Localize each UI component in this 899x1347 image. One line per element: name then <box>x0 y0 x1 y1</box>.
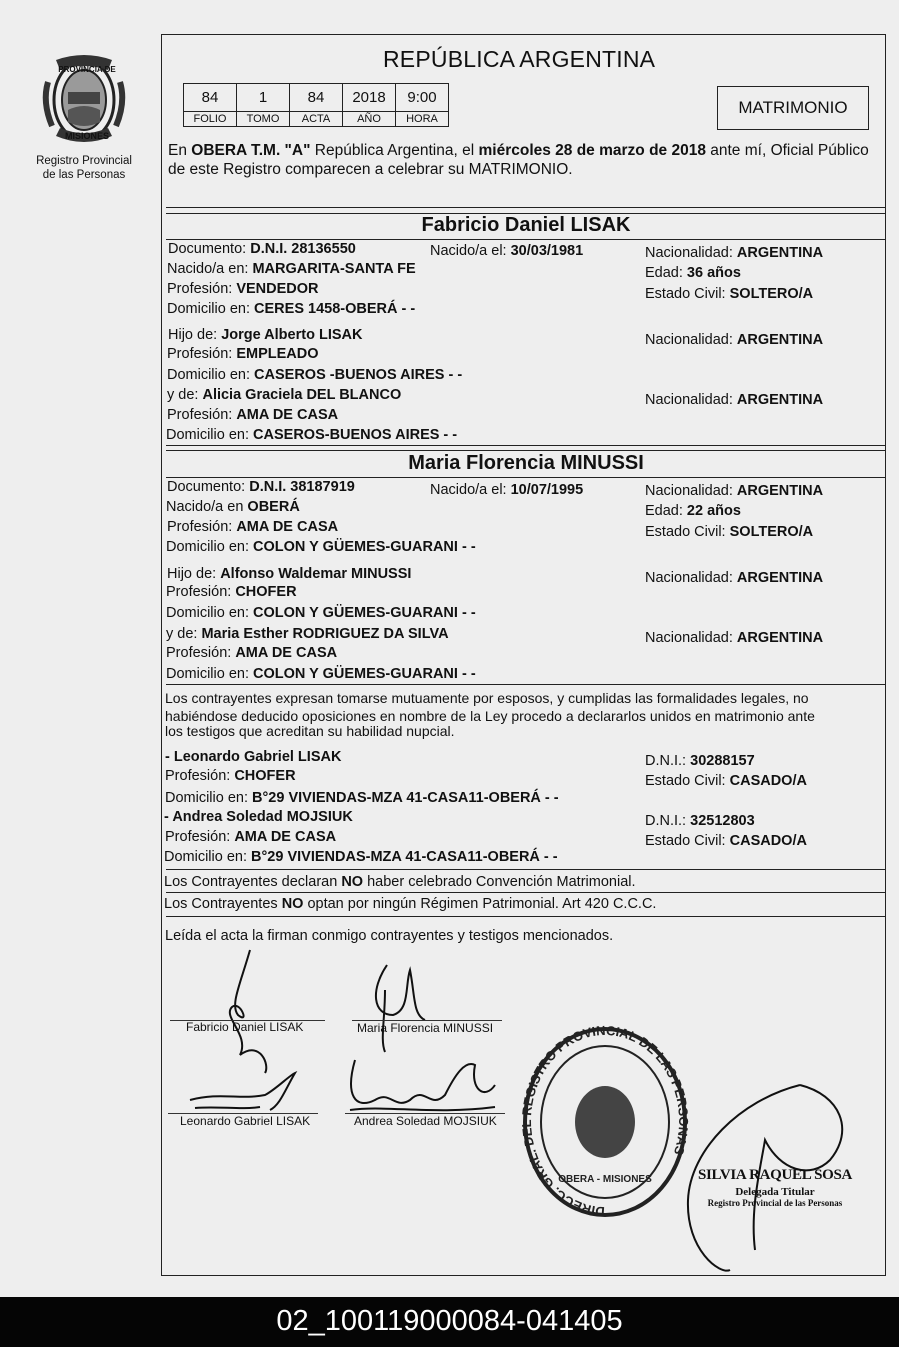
handwritten-signature-fabricio <box>210 945 280 1075</box>
intro-text-1: En <box>168 142 192 159</box>
divider <box>166 450 886 451</box>
witness2-address: Domicilio en: B°29 VIVIENDAS-MZA 41-CASA11-OBERÁ - - <box>164 849 558 865</box>
acta-label: ACTA <box>290 112 343 127</box>
svg-text:MISIONES: MISIONES <box>64 131 110 141</box>
party2-civil-status: Estado Civil: SOLTERO/A <box>645 524 814 540</box>
party1-mother-address: Domicilio en: CASEROS-BUENOS AIRES - - <box>166 427 458 443</box>
signature-label-3: Leonardo Gabriel LISAK <box>180 1114 311 1128</box>
party1-mother: y de: Alicia Graciela DEL BLANCO <box>167 387 402 403</box>
party2-nationality: Nacionalidad: ARGENTINA <box>645 483 824 499</box>
year-label: AÑO <box>343 112 396 127</box>
svg-text:PROVINCIA DE: PROVINCIA DE <box>58 65 116 74</box>
witness1-civil-status: Estado Civil: CASADO/A <box>645 773 807 789</box>
declaration-line2: habiéndose deducido oposiciones en nombre de la Ley procedo a declararlos unidos en matrimonio ante <box>165 708 815 724</box>
handwritten-signature-andrea <box>345 1055 505 1120</box>
record-type-box: MATRIMONIO <box>717 86 869 130</box>
official-role: Delegada Titular <box>735 1186 815 1198</box>
party1-father-profession: Profesión: EMPLEADO <box>167 346 319 362</box>
time-value: 9:00 <box>396 84 449 112</box>
handwritten-signature-leonardo <box>180 1070 310 1115</box>
witness2-profession: Profesión: AMA DE CASA <box>165 829 337 845</box>
signature-label-1: Fabricio Daniel LISAK <box>186 1020 304 1034</box>
official-seal <box>520 1022 690 1222</box>
party1-birthplace: Nacido/a en: MARGARITA-SANTA FE <box>167 261 416 277</box>
signature-label-4: Andrea Soledad MOJSIUK <box>354 1114 497 1128</box>
party2-birthdate: Nacido/a el: 10/07/1995 <box>430 482 584 498</box>
party1-birthdate: Nacido/a el: 30/03/1981 <box>430 243 584 259</box>
official-office: Registro Provincial de las Personas <box>707 1198 843 1208</box>
logo-bottom-text <box>52 127 122 143</box>
party2-age: Edad: 22 años <box>645 503 741 519</box>
party2-mother-profession: Profesión: AMA DE CASA <box>166 645 338 661</box>
note-convention: Los Contrayentes declaran NO haber celebrado Convención Matrimonial. <box>164 874 636 890</box>
note-regime: Los Contrayentes NO optan por ningún Régimen Patrimonial. Art 420 C.C.C. <box>164 896 657 912</box>
official-seal-stamp-icon <box>520 1022 690 1222</box>
party2-document: Documento: D.N.I. 38187919 <box>167 479 355 495</box>
party2-birthplace: Nacido/a en OBERÁ <box>166 499 300 515</box>
party1-father-address: Domicilio en: CASEROS -BUENOS AIRES - - <box>167 367 463 383</box>
witness2-name: - Andrea Soledad MOJSIUK <box>164 809 353 825</box>
time-label: HORA <box>396 112 449 127</box>
office-name-line1: Registro Provincial <box>36 155 132 167</box>
party1-civil-status: Estado Civil: SOLTERO/A <box>645 286 814 302</box>
witness1-name: - Leonardo Gabriel LISAK <box>165 749 342 765</box>
divider <box>166 869 886 870</box>
folio-value: 84 <box>184 84 237 112</box>
acta-value: 84 <box>290 84 343 112</box>
party2-father: Hijo de: Alfonso Waldemar MINUSSI <box>167 566 412 582</box>
seal-text: DIRECC. GRAL. DEL REGISTRO PROVINCIAL DE LAS PERSONAS <box>520 1022 690 1220</box>
seal-inner-text: OBERA - MISIONES <box>558 1174 652 1185</box>
year-value: 2018 <box>343 84 396 112</box>
party2-father-profession: Profesión: CHOFER <box>166 584 297 600</box>
party1-father-nationality: Nacionalidad: ARGENTINA <box>645 332 824 348</box>
party1-nationality: Nacionalidad: ARGENTINA <box>645 245 824 261</box>
divider <box>166 684 886 685</box>
party1-profession: Profesión: VENDEDOR <box>167 281 319 297</box>
party1-document: Documento: D.N.I. 28136550 <box>168 241 356 257</box>
intro-text-2: República Argentina, el <box>310 142 479 159</box>
official-stamp <box>690 1167 860 1208</box>
declaration-line1: Los contrayentes expresan tomarse mutuamente por esposos, y cumplidas las formalidades legales, no <box>165 690 809 706</box>
folio-label: FOLIO <box>184 112 237 127</box>
tomo-label: TOMO <box>237 112 290 127</box>
witness2-civil-status: Estado Civil: CASADO/A <box>645 833 807 849</box>
official-name: SILVIA RAQUEL SOSA <box>697 1167 853 1183</box>
party2-mother-nationality: Nacionalidad: ARGENTINA <box>645 630 824 646</box>
registry-table <box>183 83 449 127</box>
intro-paragraph <box>168 141 886 179</box>
witness1-profession: Profesión: CHOFER <box>165 768 296 784</box>
intro-text-3: ante mí, Oficial Público de este Registro comparecen a celebrar su MATRIMONIO. <box>168 142 869 178</box>
witness1-address: Domicilio en: B°29 VIVIENDAS-MZA 41-CASA11-OBERÁ - - <box>165 790 559 806</box>
divider <box>166 207 886 208</box>
party1-mother-nationality: Nacionalidad: ARGENTINA <box>645 392 824 408</box>
party2-address: Domicilio en: COLON Y GÜEMES-GUARANI - - <box>166 539 476 555</box>
tomo-value: 1 <box>237 84 290 112</box>
reading-statement: Leída el acta la firman conmigo contrayentes y testigos mencionados. <box>165 928 614 944</box>
document-title: REPÚBLICA ARGENTINA <box>383 46 656 72</box>
witness2-dni: D.N.I.: 32512803 <box>645 813 755 829</box>
party2-mother-address: Domicilio en: COLON Y GÜEMES-GUARANI - - <box>166 666 476 682</box>
divider <box>166 445 886 446</box>
logo-top-text <box>52 60 122 78</box>
witness1-dni: D.N.I.: 30288157 <box>645 753 755 769</box>
declaration-line3: los testigos que acreditan su habilidad nupcial. <box>165 723 455 739</box>
party1-father: Hijo de: Jorge Alberto LISAK <box>168 327 363 343</box>
divider <box>166 916 886 917</box>
signature-label-2: Maria Florencia MINUSSI <box>357 1021 494 1035</box>
party1-address: Domicilio en: CERES 1458-OBERÁ - - <box>167 301 416 317</box>
party2-father-address: Domicilio en: COLON Y GÜEMES-GUARANI - - <box>166 605 476 621</box>
party2-father-nationality: Nacionalidad: ARGENTINA <box>645 570 824 586</box>
office-name-line2: de las Personas <box>42 169 126 181</box>
intro-date: miércoles 28 de marzo de 2018 <box>478 142 706 159</box>
document-code-bar <box>0 1297 899 1347</box>
handwritten-signature-maria <box>365 960 435 1055</box>
intro-place: OBERA T.M. "A" <box>191 142 311 159</box>
party1-name: Fabricio Daniel LISAK <box>421 214 631 236</box>
document-code: 02_100119000084-041405 <box>276 1305 623 1337</box>
party2-mother: y de: Maria Esther RODRIGUEZ DA SILVA <box>166 626 449 642</box>
party1-mother-profession: Profesión: AMA DE CASA <box>167 407 339 423</box>
party2-profession: Profesión: AMA DE CASA <box>167 519 339 535</box>
party1-age: Edad: 36 años <box>645 265 741 281</box>
party2-name: Maria Florencia MINUSSI <box>408 452 644 474</box>
divider <box>166 892 886 893</box>
